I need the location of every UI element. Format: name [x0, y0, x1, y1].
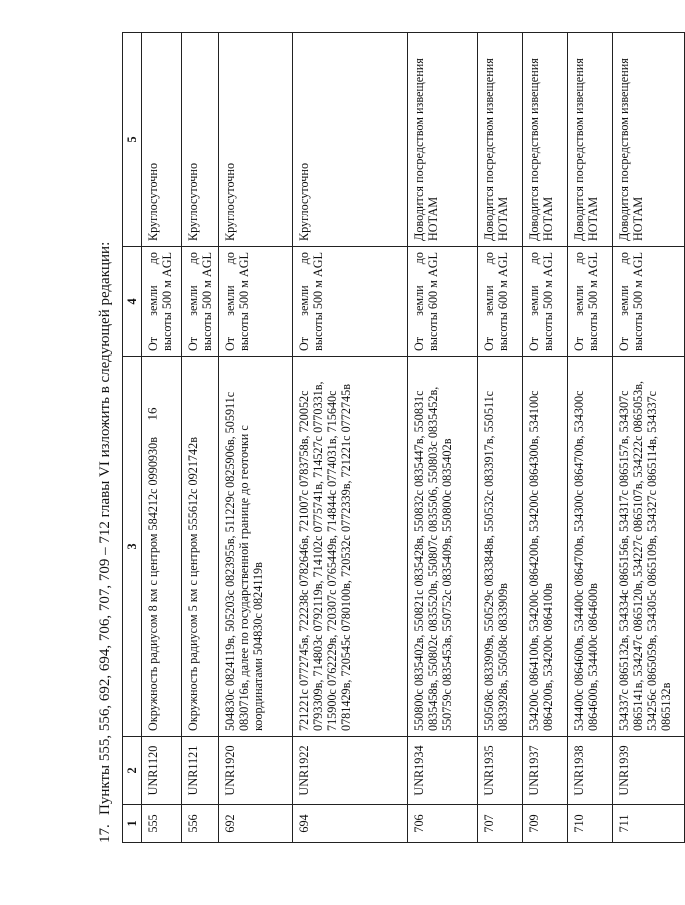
- zone-code: UNR1937: [523, 737, 568, 805]
- rotated-content: [90, 33, 673, 843]
- column-header: 5: [123, 33, 142, 247]
- activation-time: Доводится посредством извещения НОТАМ: [523, 33, 568, 247]
- altitude-limits: От земли до высоты 500 м AGL: [182, 247, 219, 357]
- zone-boundary: 534400с 0864600в, 534400с 0864700в, 534300с 0864700в, 534300с 0864600в, 534400с 0864600в: [568, 357, 613, 737]
- altitude-limits: От земли до высоты 500 м AGL: [613, 247, 685, 357]
- activation-time: Круглосуточно: [293, 33, 408, 247]
- table-row: [219, 33, 293, 843]
- zone-code: UNR1934: [408, 737, 478, 805]
- table-row: [568, 33, 613, 843]
- heading-text: Пункты 555, 556, 692, 694, 706, 707, 709 – 712 главы VI изложить в следующей редакции:: [97, 241, 113, 815]
- zone-boundary: 550800с 0835402в, 550821с 0835428в, 550832с 0835447в, 550831с 0835458в, 550802с 0835520в, 550807с 0835506, 550803с 0835452в, 550759с 0835453в, 550752с 0835409в, 550800с 0835402в: [408, 357, 478, 737]
- altitude-limits: От земли до высоты 500 м AGL: [293, 247, 408, 357]
- heading-number: 17.: [97, 824, 113, 843]
- zone-code: UNR1121: [182, 737, 219, 805]
- altitude-limits: От земли до высоты 500 м AGL: [523, 247, 568, 357]
- altitude-limits: От земли до высоты 500 м AGL: [142, 247, 182, 357]
- altitude-limits: От земли до высоты 500 м AGL: [568, 247, 613, 357]
- item-number: 709: [523, 805, 568, 843]
- zone-code: UNR1922: [293, 737, 408, 805]
- column-header: 3: [123, 357, 142, 737]
- zone-boundary: 721221с 0772745в, 722238с 0782646в, 721007с 0783758в, 720052с 0793309в, 714803с 0792119в, 714102с 0775741в, 714527с 0770331в, 715900с 0762229в, 720307с 0765449в, 714844с 0774031в, 715640с 0781429в, 720545с 0780100в, 720532с 0772339в, 721221с 0772745в: [293, 357, 408, 737]
- item-number: 706: [408, 805, 478, 843]
- altitude-limits: От земли до высоты 600 м AGL: [478, 247, 523, 357]
- item-number: 711: [613, 805, 685, 843]
- zone-boundary: Окружность радиусом 5 км с центром 555612с 0921742в: [182, 357, 219, 737]
- section-heading: [90, 33, 120, 843]
- table-row: [613, 33, 685, 843]
- item-number: 555: [142, 805, 182, 843]
- zone-code: UNR1938: [568, 737, 613, 805]
- zone-boundary: 534200с 0864100в, 534200с 0864200в, 534200с 0864300в, 534100с 0864200в, 534200с 0864100в: [523, 357, 568, 737]
- column-header: 2: [123, 737, 142, 805]
- zone-boundary: 534337с 0865132в, 534334с 0865156в, 534317с 0865157в, 534307с 0865141в, 534247с 0865120в, 534227с 0865107в, 534222с 0865053в, 534256с 0865059в, 534305с 0865109в, 534327с 0865114в, 534337с 0865132в: [613, 357, 685, 737]
- zone-code: UNR1935: [478, 737, 523, 805]
- item-number: 694: [293, 805, 408, 843]
- activation-time: Доводится посредством извещения НОТАМ: [408, 33, 478, 247]
- table-row: [182, 33, 219, 843]
- zone-code: UNR1920: [219, 737, 293, 805]
- table-row: [478, 33, 523, 843]
- altitude-limits: От земли до высоты 500 м AGL: [219, 247, 293, 357]
- zone-boundary: Окружность радиусом 8 км с центром 584212с 0990930в: [142, 357, 182, 737]
- zone-boundary: 550508с 0833909в, 550529с 0833848в, 550532с 0833917в, 550511с 0833928в, 550508с 0833909в: [478, 357, 523, 737]
- page-number: 16: [144, 407, 160, 421]
- column-header: 1: [123, 805, 142, 843]
- activation-time: Доводится посредством извещения НОТАМ: [613, 33, 685, 247]
- table-row: [142, 33, 182, 843]
- activation-time: Круглосуточно: [219, 33, 293, 247]
- activation-time: Доводится посредством извещения НОТАМ: [478, 33, 523, 247]
- airspace-table: [122, 32, 685, 843]
- table-row: [408, 33, 478, 843]
- zone-code: UNR1120: [142, 737, 182, 805]
- zone-boundary: 504830с 0824119в, 505203с 0823955в, 511229с 0825906в, 505911с 0830716в, далее по государственной границе до геоточки с координатами 504830с 0824119в: [219, 357, 293, 737]
- zone-code: UNR1939: [613, 737, 685, 805]
- item-number: 710: [568, 805, 613, 843]
- column-header: 4: [123, 247, 142, 357]
- item-number: 556: [182, 805, 219, 843]
- activation-time: Круглосуточно: [142, 33, 182, 247]
- activation-time: Доводится посредством извещения НОТАМ: [568, 33, 613, 247]
- table-row: [293, 33, 408, 843]
- header-row: [123, 33, 142, 843]
- altitude-limits: От земли до высоты 600 м AGL: [408, 247, 478, 357]
- table-row: [523, 33, 568, 843]
- activation-time: Круглосуточно: [182, 33, 219, 247]
- item-number: 707: [478, 805, 523, 843]
- item-number: 692: [219, 805, 293, 843]
